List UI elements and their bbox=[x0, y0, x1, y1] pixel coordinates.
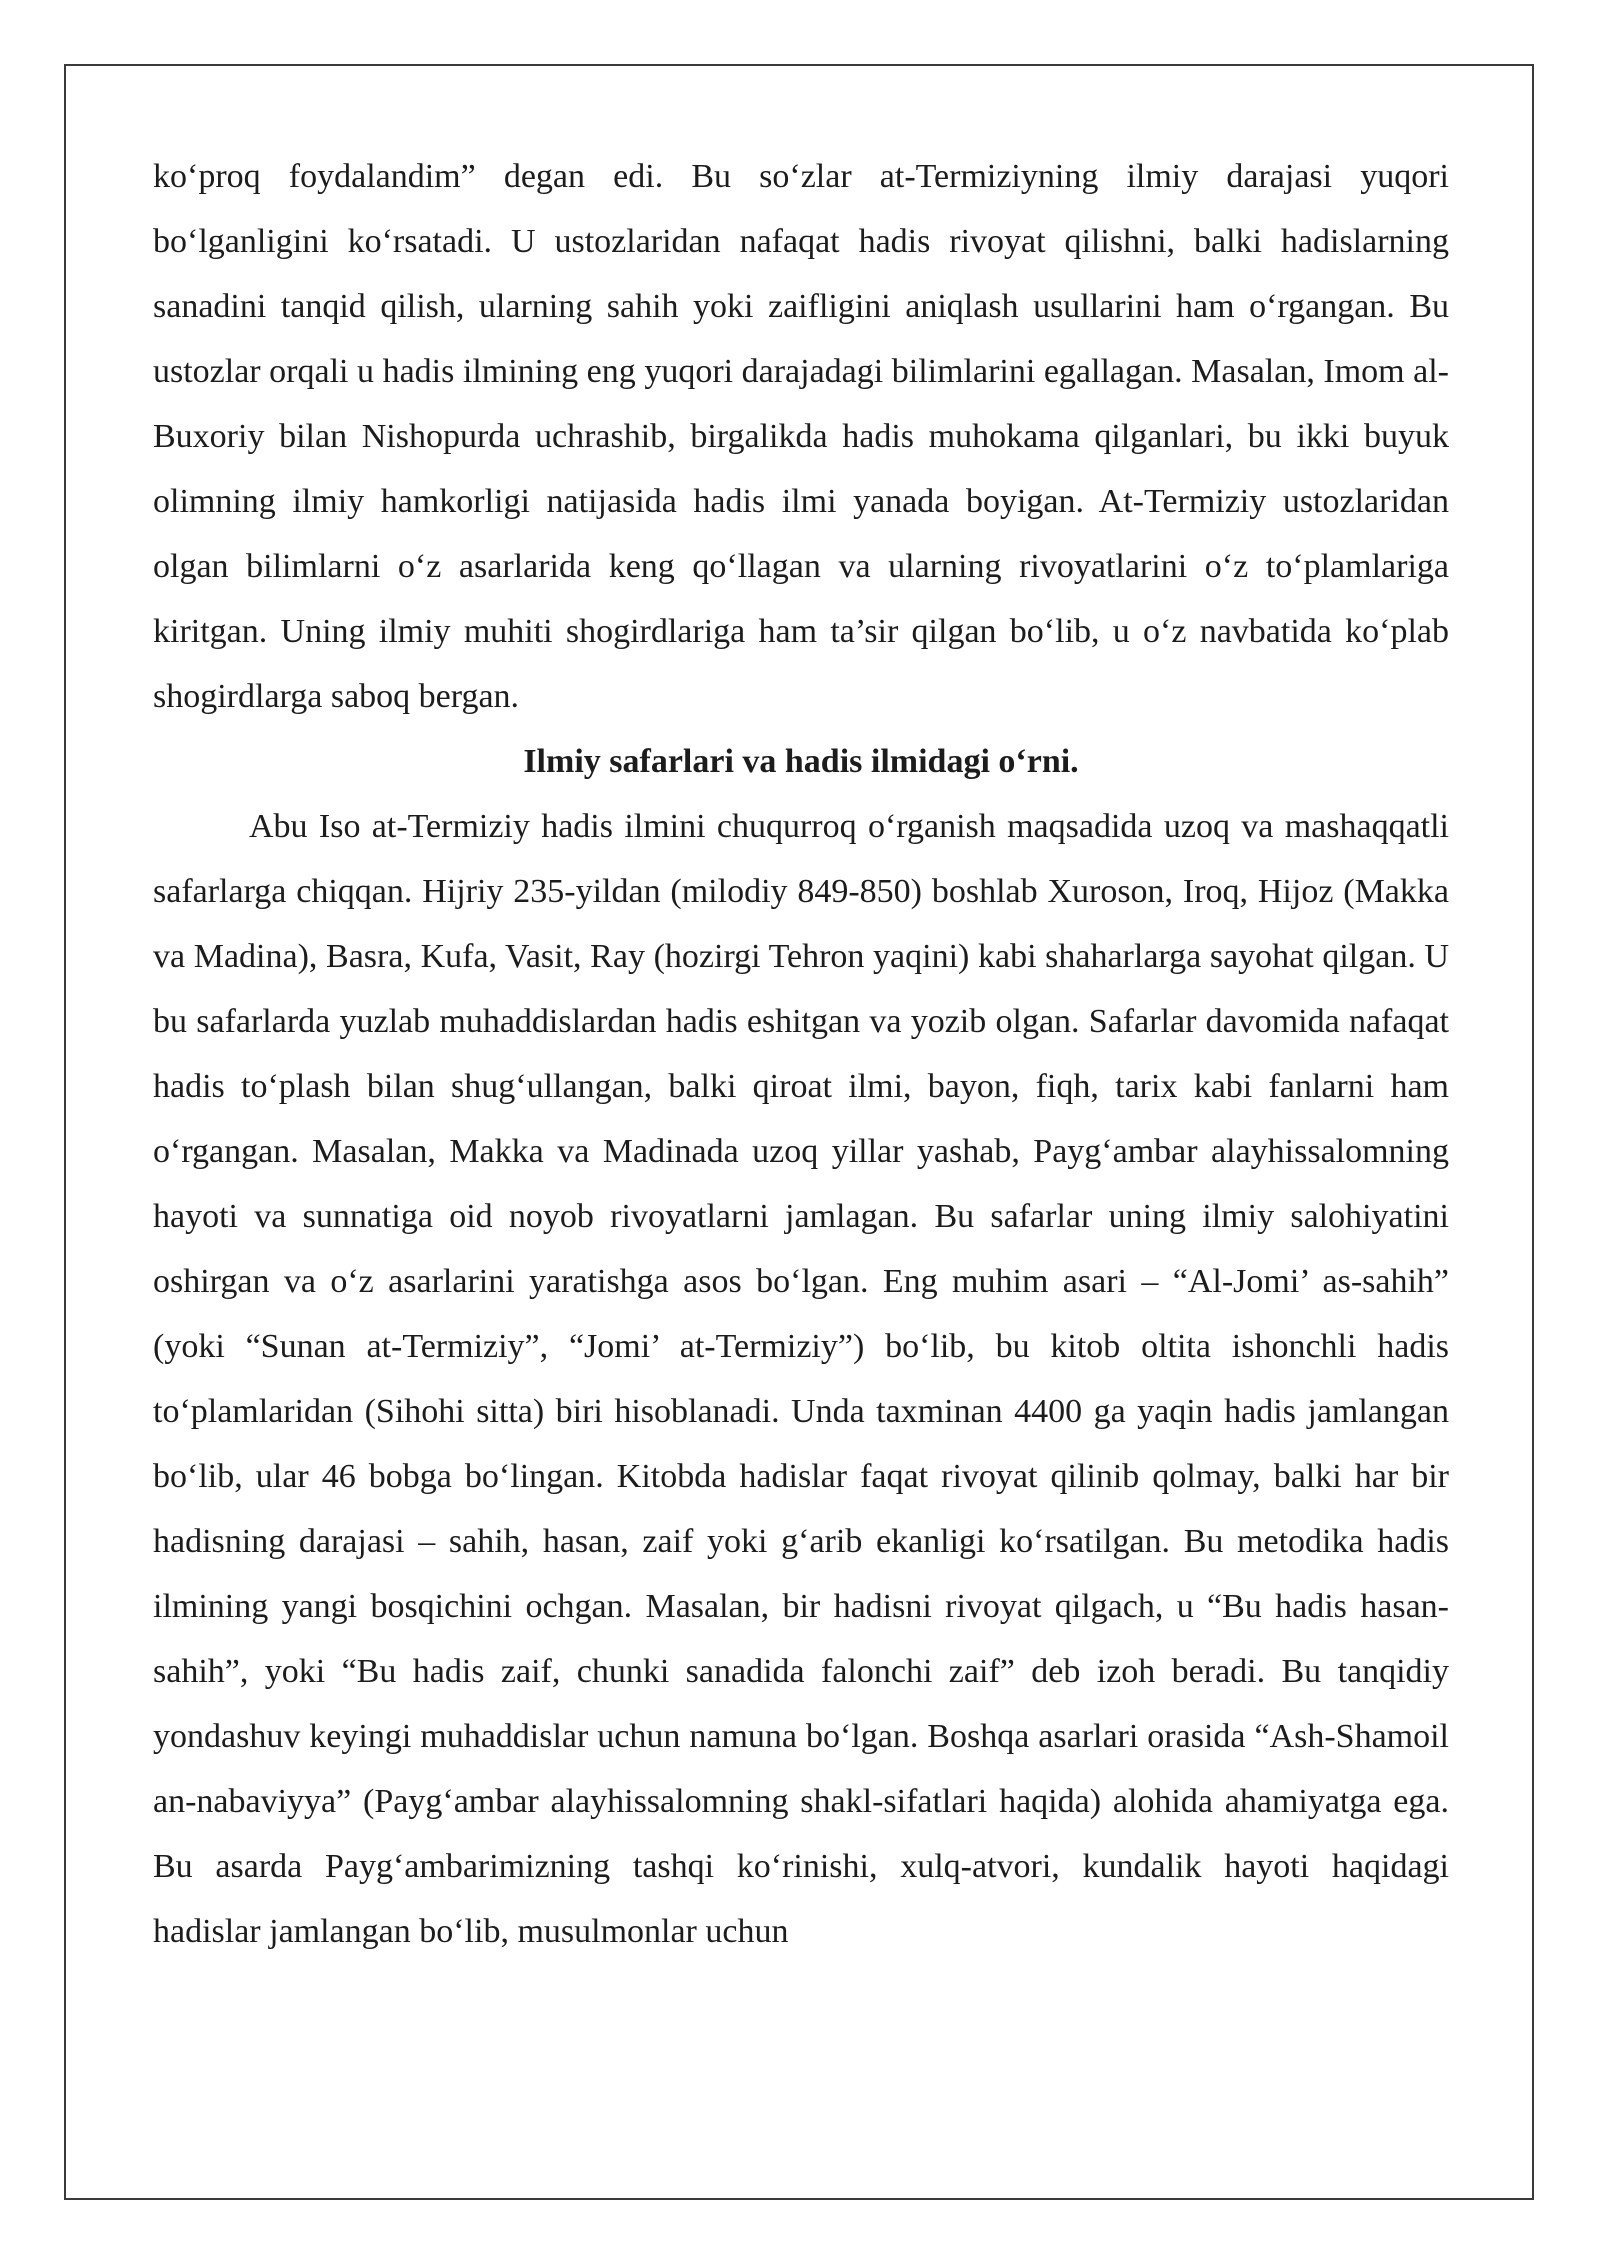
body-paragraph-1: ko‘proq foydalandim” degan edi. Bu so‘zlar at-Termiziyning ilmiy darajasi yuqori bo‘lganligini ko‘rsatadi. U ustozlaridan nafaqat hadis rivoyat qilishni, balki hadislarning sanadini tanqid qilish, ularning sahih yoki zaifligini aniqlash usullarini ham o‘rgangan. Bu ustozlar orqali u hadis ilmining eng yuqori darajadagi bilimlarini egallagan. Masalan, Imom al-Buxoriy bilan Nishopurda uchrashib, birgalikda hadis muhokama qilganlari, bu ikki buyuk olimning ilmiy hamkorligi natijasida hadis ilmi yanada boyigan. At-Termiziy ustozlaridan olgan bilimlarni o‘z asarlarida keng qo‘llagan va ularning rivoyatlarini o‘z to‘plamlariga kiritgan. Uning ilmiy muhiti shogirdlariga ham ta’sir qilgan bo‘lib, u o‘z navbatida ko‘plab shogirdlarga saboq bergan. bbox=[153, 158, 1449, 715]
document-body bbox=[153, 144, 1449, 1964]
body-paragraph-2: Abu Iso at-Termiziy hadis ilmini chuqurroq o‘rganish maqsadida uzoq va mashaqqatli safarlarga chiqqan. Hijriy 235-yildan (milodiy 849-850) boshlab Xuroson, Iroq, Hijoz (Makka va Madina), Basra, Kufa, Vasit, Ray (hozirgi Tehron yaqini) kabi shaharlarga sayohat qilgan. U bu safarlarda yuzlab muhaddislardan hadis eshitgan va yozib olgan. Safarlar davomida nafaqat hadis to‘plash bilan shug‘ullangan, balki qiroat ilmi, bayon, fiqh, tarix kabi fanlarni ham o‘rgangan. Masalan, Makka va Madinada uzoq yillar yashab, Payg‘ambar alayhissalomning hayoti va sunnatiga oid noyob rivoyatlarni jamlagan. Bu safarlar uning ilmiy salohiyatini oshirgan va o‘z asarlarini yaratishga asos bo‘lgan. Eng muhim asari – “Al-Jomi’ as-sahih” (yoki “Sunan at-Termiziy”, “Jomi’ at-Termiziy”) bo‘lib, bu kitob oltita ishonchli hadis to‘plamlaridan (Sihohi sitta) biri hisoblanadi. Unda taxminan 4400 ga yaqin hadis jamlangan bo‘lib, ular 46 bobga bo‘lingan. Kitobda hadislar faqat rivoyat qilinib qolmay, balki har bir hadisning darajasi – sahih, hasan, zaif yoki g‘arib ekanligi ko‘rsatilgan. Bu metodika hadis ilmining yangi bosqichini ochgan. Masalan, bir hadisni rivoyat qilgach, u “Bu hadis hasan-sahih”, yoki “Bu hadis zaif, chunki sanadida falonchi zaif” deb izoh beradi. Bu tanqidiy yondashuv keyingi muhaddislar uchun namuna bo‘lgan. Boshqa asarlari orasida “Ash-Shamoil an-nabaviyya” (Payg‘ambar alayhissalomning shakl-sifatlari haqida) alohida ahamiyatga ega. Bu asarda Payg‘ambarimizning tashqi ko‘rinishi, xulq-atvori, kundalik hayoti haqidagi hadislar jamlangan bo‘lib, musulmonlar uchun bbox=[153, 808, 1449, 1950]
section-heading: Ilmiy safarlari va hadis ilmidagi o‘rni. bbox=[523, 743, 1079, 780]
